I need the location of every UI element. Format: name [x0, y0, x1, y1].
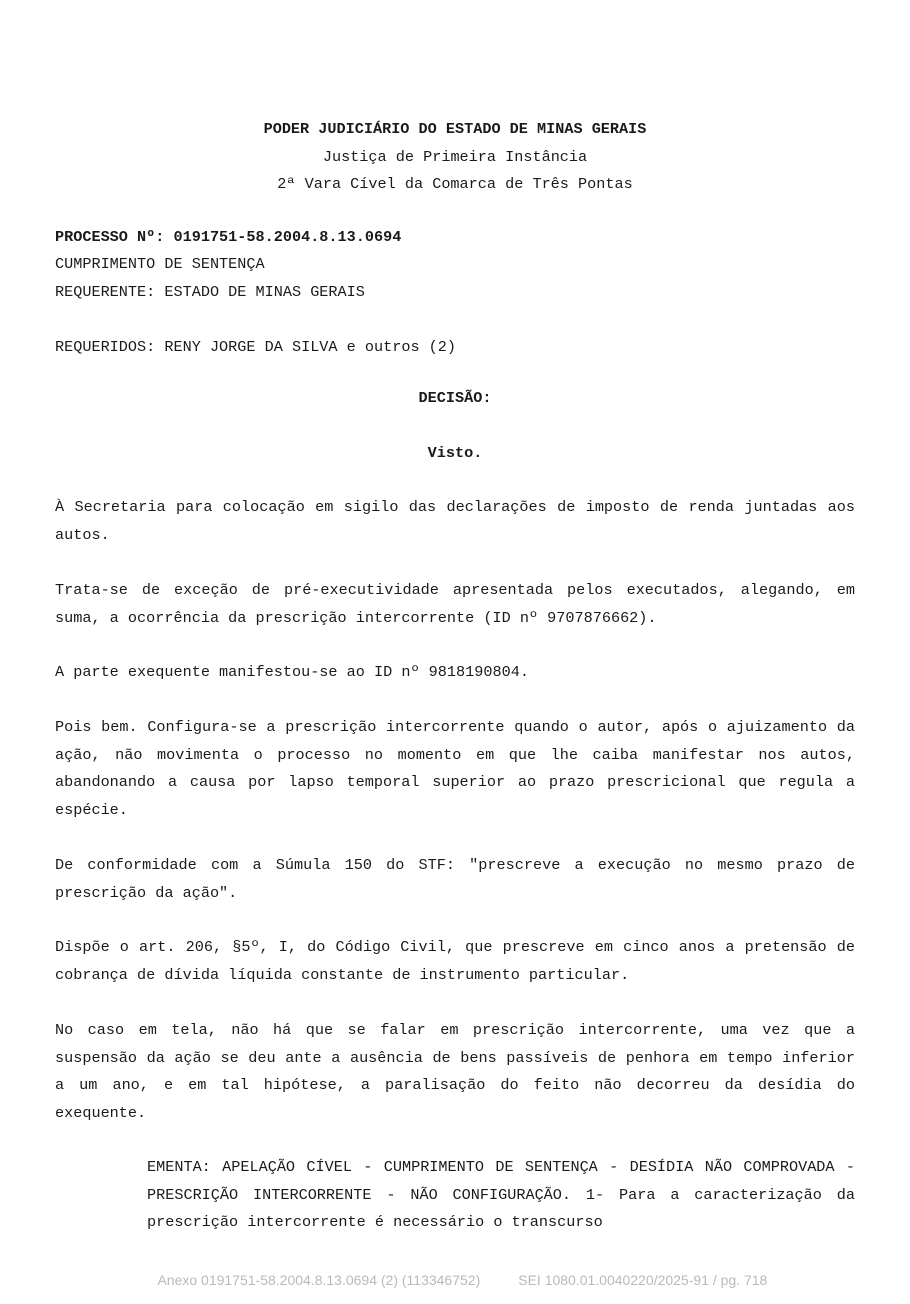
footer-annex: Anexo 0191751-58.2004.8.13.0694 (2) (113346752) [157, 1272, 481, 1288]
plaintiff: REQUERENTE: ESTADO DE MINAS GERAIS [55, 283, 365, 301]
case-class: CUMPRIMENTO DE SENTENÇA [55, 255, 265, 273]
decision-title: DECISÃO: [418, 389, 492, 407]
defendants: REQUERIDOS: RENY JORGE DA SILVA e outros (2) [55, 338, 457, 356]
paragraph-configura: Pois bem. Configura-se a prescrição intercorrente quando o autor, após o ajuizamento da ação, não movimenta o processo no momento em que lhe caiba manifestar nos autos, abandonando a causa por lapso temporal superior ao prazo prescricional que regula a espécie. [55, 718, 855, 819]
ementa-quote: EMENTA: APELAÇÃO CÍVEL - CUMPRIMENTO DE SENTENÇA - DESÍDIA NÃO COMPROVADA - PRESCRIÇÃO INTERCORRENTE - NÃO CONFIGURAÇÃO. 1- Para a caracterização da prescrição intercorrente é necessário o transcurso [147, 1158, 855, 1231]
paragraph-caso: No caso em tela, não há que se falar em prescrição intercorrente, uma vez que a suspensão da ação se deu ante a ausência de bens passíveis de penhora em tempo inferior a um ano, e em tal hipótese, a paralisação do feito não decorreu da desídia do exequente. [55, 1021, 855, 1122]
paragraph-sumula: De conformidade com a Súmula 150 do STF: "prescreve a execução no mesmo prazo de prescrição da ação". [55, 856, 855, 902]
instance-name: Justiça de Primeira Instância [322, 148, 588, 166]
process-number: PROCESSO Nº: 0191751-58.2004.8.13.0694 [55, 228, 402, 246]
paragraph-excecao: Trata-se de exceção de pré-executividade apresentada pelos executados, alegando, em suma, a ocorrência da prescrição intercorrente (ID nº 9707876662). [55, 581, 855, 627]
paragraph-manifestacao: A parte exequente manifestou-se ao ID nº 9818190804. [55, 663, 529, 681]
page-footer [0, 1256, 910, 1304]
court-name: PODER JUDICIÁRIO DO ESTADO DE MINAS GERAIS [263, 120, 647, 138]
paragraph-sigilo: À Secretaria para colocação em sigilo das declarações de imposto de renda juntadas aos autos. [55, 498, 855, 544]
paragraph-codigo-civil: Dispõe o art. 206, §5º, I, do Código Civil, que prescreve em cinco anos a pretensão de cobrança de dívida líquida constante de instrumento particular. [55, 938, 855, 984]
vara-name: 2ª Vara Cível da Comarca de Três Pontas [277, 175, 633, 193]
footer-sei: SEI 1080.01.0040220/2025-91 / pg. 718 [518, 1272, 768, 1288]
visto-label: Visto. [427, 444, 483, 462]
